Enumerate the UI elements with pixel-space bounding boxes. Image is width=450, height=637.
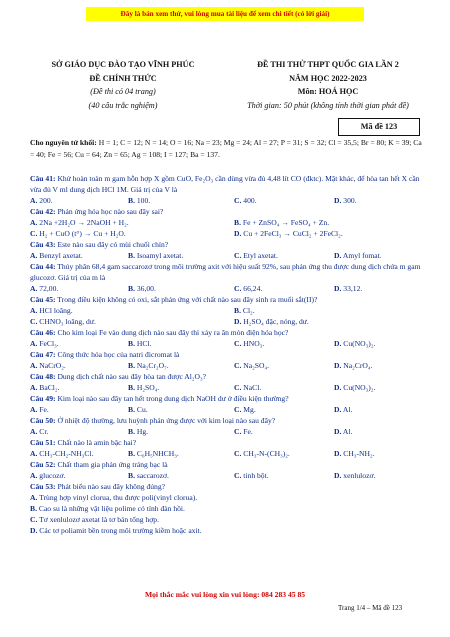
question-41-options bbox=[30, 195, 422, 206]
option-d[interactable]: D. Cu(NO₃)₂. bbox=[334, 383, 376, 392]
question-stem: Ở nhiệt độ thường, lưu huỳnh phản ứng được với kim loại nào sau đây? bbox=[57, 416, 276, 425]
question-43-options bbox=[30, 250, 422, 261]
option-c[interactable]: C. Tơ xenlulozơ axetat là tơ bán tổng hợp. bbox=[30, 515, 159, 524]
question-49-options bbox=[30, 404, 422, 415]
option-c[interactable]: C. Etyl axetat. bbox=[234, 251, 278, 260]
option-a[interactable]: A. CH₃-CH₂-NH₃Cl. bbox=[30, 449, 94, 458]
question-count-note: (40 câu trắc nghiệm) bbox=[88, 100, 158, 110]
official-label: ĐỀ CHÍNH THỨC bbox=[89, 73, 157, 83]
question-number: Câu 41: bbox=[30, 174, 56, 183]
question-48-options bbox=[30, 382, 422, 393]
question-43 bbox=[30, 239, 422, 250]
question-list bbox=[30, 173, 422, 536]
option-d[interactable]: D. xenlulozơ. bbox=[334, 471, 376, 480]
question-stem: Cho kim loại Fe vào dung dịch nào sau đây thì xảy ra ăn mòn điện hóa học? bbox=[57, 328, 289, 337]
question-50-options bbox=[30, 426, 422, 437]
option-b[interactable]: B. Na₂Cr₂O₇. bbox=[128, 361, 169, 370]
option-c[interactable]: C. H₂ + CuO (t°) → Cu + H₂O. bbox=[30, 229, 126, 238]
option-c[interactable]: C. Na₂SO₄. bbox=[234, 361, 270, 370]
option-c[interactable]: C. CHNO₃ loãng, dư. bbox=[30, 317, 96, 326]
option-c[interactable]: C. CH₃-N-(CH₃)₂. bbox=[234, 449, 290, 458]
exam-code-box: Mã đề 123 bbox=[338, 118, 420, 136]
question-42-options-row2 bbox=[30, 228, 422, 239]
question-number: Câu 50: bbox=[30, 416, 56, 425]
option-a[interactable]: A. 200. bbox=[30, 196, 53, 205]
option-a[interactable]: A. glucozơ. bbox=[30, 471, 66, 480]
option-c[interactable]: C. tinh bột. bbox=[234, 471, 269, 480]
option-a[interactable]: A. Fe. bbox=[30, 405, 49, 414]
question-number: Câu 51: bbox=[30, 438, 56, 447]
option-b[interactable]: B. 36,00. bbox=[128, 284, 156, 293]
question-stem: Este nào sau đây có mùi chuối chín? bbox=[57, 240, 169, 249]
question-51-options bbox=[30, 448, 422, 459]
option-a[interactable]: A. Cr. bbox=[30, 427, 49, 436]
question-number: Câu 47: bbox=[30, 350, 56, 359]
question-number: Câu 43: bbox=[30, 240, 56, 249]
option-b[interactable]: B. H₂SO₄. bbox=[128, 383, 160, 392]
option-d[interactable]: D. 300. bbox=[334, 196, 357, 205]
option-d[interactable]: D. Al. bbox=[334, 405, 353, 414]
option-c[interactable]: C. Mg. bbox=[234, 405, 256, 414]
option-b[interactable]: B. C₆H₅NHCH₃. bbox=[128, 449, 179, 458]
option-c[interactable]: C. NaCl. bbox=[234, 383, 262, 392]
option-d[interactable]: D. Al. bbox=[334, 427, 353, 436]
option-c[interactable]: C. Fe. bbox=[234, 427, 253, 436]
question-51 bbox=[30, 437, 422, 448]
question-46-options bbox=[30, 338, 422, 349]
option-a[interactable]: A. HCl loãng. bbox=[30, 306, 73, 315]
option-b[interactable]: B. saccarozơ. bbox=[128, 471, 169, 480]
question-48 bbox=[30, 371, 422, 382]
header-right bbox=[228, 58, 428, 112]
option-d[interactable]: D. Na₂CrO₄. bbox=[334, 361, 373, 370]
option-b[interactable]: B. Cu. bbox=[128, 405, 148, 414]
question-47-options bbox=[30, 360, 422, 371]
atomic-mass-values: H = 1; C = 12; N = 14; O = 16; Na = 23; Mg = 24; Al = 27; P = 31; S = 32; Cl = 35,5; Br = 80; K = 39; Ca = 40; Fe = 56; Cu = 64; Zn = 65; Ag = 108; I = 127; Ba = 137. bbox=[30, 138, 422, 159]
option-d[interactable]: D. CH₃-NH₂. bbox=[334, 449, 375, 458]
question-45-options-row1 bbox=[30, 305, 422, 316]
question-52-options bbox=[30, 470, 422, 481]
question-stem: Trong điều kiện không có oxi, sắt phản ứng với chất nào sau đây sinh ra muối sắt(II)? bbox=[57, 295, 318, 304]
question-stem: Thủy phân 68,4 gam saccarozơ trong môi trường axit với hiệu suất 92%, sau phản ứng thu được dung dịch chứa m gam glucozơ. Giá trị của m là bbox=[30, 262, 421, 282]
question-41 bbox=[30, 173, 422, 195]
question-42-options-row1 bbox=[30, 217, 422, 228]
question-46 bbox=[30, 327, 422, 338]
option-b[interactable]: B. Fe + ZnSO₄ → FeSO₄ + Zn. bbox=[234, 218, 330, 227]
question-stem: Phát biểu nào sau đây không đúng? bbox=[57, 482, 165, 491]
option-d[interactable]: D. Các tơ poliamit bền trong môi trường kiềm hoặc axit. bbox=[30, 526, 202, 535]
question-number: Câu 46: bbox=[30, 328, 56, 337]
question-stem: Chất nào là amin bậc hai? bbox=[57, 438, 137, 447]
question-number: Câu 44: bbox=[30, 262, 56, 271]
question-49 bbox=[30, 393, 422, 404]
option-b[interactable]: B. Cao su là những vật liệu polime có tính đàn hồi. bbox=[30, 504, 185, 513]
atomic-mass-label: Cho nguyên tử khối: bbox=[30, 138, 97, 147]
department-name: SỞ GIÁO DỤC ĐÀO TẠO VĨNH PHÚC bbox=[51, 60, 195, 69]
question-45 bbox=[30, 294, 422, 305]
question-stem: Kim loại nào sau đây tan hết trong dung dịch NaOH dư ở điều kiện thường? bbox=[57, 394, 289, 403]
question-stem: Phản ứng hóa học nào sau đây sai? bbox=[57, 207, 164, 216]
option-c[interactable]: C. HNO₃. bbox=[234, 339, 265, 348]
question-number: Câu 52: bbox=[30, 460, 56, 469]
option-b[interactable]: B. Cl₂. bbox=[234, 306, 255, 315]
question-50 bbox=[30, 415, 422, 426]
option-b[interactable]: B. 100. bbox=[128, 196, 151, 205]
option-a[interactable]: A. FeCl₃. bbox=[30, 339, 59, 348]
question-42 bbox=[30, 206, 422, 217]
question-number: Câu 45: bbox=[30, 295, 56, 304]
option-a[interactable]: A. 72,00. bbox=[30, 284, 59, 293]
header-left bbox=[28, 58, 218, 112]
question-number: Câu 53: bbox=[30, 482, 56, 491]
question-stem: Chất tham gia phản ứng tráng bạc là bbox=[57, 460, 168, 469]
question-number: Câu 49: bbox=[30, 394, 56, 403]
option-b[interactable]: B. Hg. bbox=[128, 427, 149, 436]
question-44 bbox=[30, 261, 422, 283]
subject: Môn: HOÁ HỌC bbox=[297, 87, 359, 96]
question-52 bbox=[30, 459, 422, 470]
question-number: Câu 48: bbox=[30, 372, 56, 381]
option-b[interactable]: B. HCl. bbox=[128, 339, 152, 348]
option-c[interactable]: C. 66,24. bbox=[234, 284, 263, 293]
question-53 bbox=[30, 481, 422, 492]
question-44-options bbox=[30, 283, 422, 294]
option-b[interactable]: B. Isoamyl axetat. bbox=[128, 251, 184, 260]
option-a[interactable]: A. BaCl₂. bbox=[30, 383, 60, 392]
page-count-note: (Đề thi có 04 trang) bbox=[90, 87, 156, 96]
time-limit: Thời gian: 50 phút (không tính thời gian phát đề) bbox=[247, 100, 409, 110]
option-c[interactable]: C. 400. bbox=[234, 196, 257, 205]
question-number: Câu 42: bbox=[30, 207, 56, 216]
option-d[interactable]: D. H₂SO₄ đặc, nóng, dư. bbox=[234, 317, 309, 326]
option-a[interactable]: A. Benzyl axetat. bbox=[30, 251, 83, 260]
option-d[interactable]: D. 33,12. bbox=[334, 284, 363, 293]
page-number: Trang 1/4 – Mã đề 123 bbox=[338, 604, 403, 612]
option-d[interactable]: D. Cu + 2FeCl₃ → CuCl₂ + 2FeCl₂. bbox=[234, 229, 343, 238]
exam-title: ĐỀ THI THỬ THPT QUỐC GIA LẦN 2 bbox=[257, 60, 399, 69]
question-47 bbox=[30, 349, 422, 360]
atomic-mass-note bbox=[30, 137, 422, 160]
contact-footer: Mọi thắc mắc vui lòng xin vui lòng: 084 283 45 85 bbox=[144, 590, 306, 599]
option-a[interactable]: A. NaCrO₂. bbox=[30, 361, 66, 370]
school-year: NĂM HỌC 2022-2023 bbox=[289, 73, 367, 83]
question-45-options-row2 bbox=[30, 316, 422, 327]
preview-banner: Đây là bản xem thử, vui lòng mua tài liệu để xem chi tiết (có lời giải) bbox=[86, 7, 364, 21]
option-d[interactable]: D. Amyl fomat. bbox=[334, 251, 382, 260]
option-d[interactable]: D. Cu(NO₃)₂. bbox=[334, 339, 376, 348]
option-a[interactable]: A. 2Na +2H₂O → 2NaOH + H₂. bbox=[30, 218, 129, 227]
question-stem: Khử hoàn toàn m gam hỗn hợp X gồm CuO, Fe₂O₃ cần dùng vừa đủ 4,48 lít CO (đktc). Mặt khác, để hòa tan hết X cần vừa đủ V ml dung dịch HCl 1M. Giá trị của V là bbox=[30, 174, 420, 194]
option-a[interactable]: A. Trùng hợp vinyl clorua, thu được poli(vinyl clorua). bbox=[30, 493, 198, 502]
question-stem: Công thức hóa học của natri đicromat là bbox=[57, 350, 180, 359]
question-stem: Dung dịch chất nào sau đây hòa tan được Al₂O₃? bbox=[57, 372, 207, 381]
